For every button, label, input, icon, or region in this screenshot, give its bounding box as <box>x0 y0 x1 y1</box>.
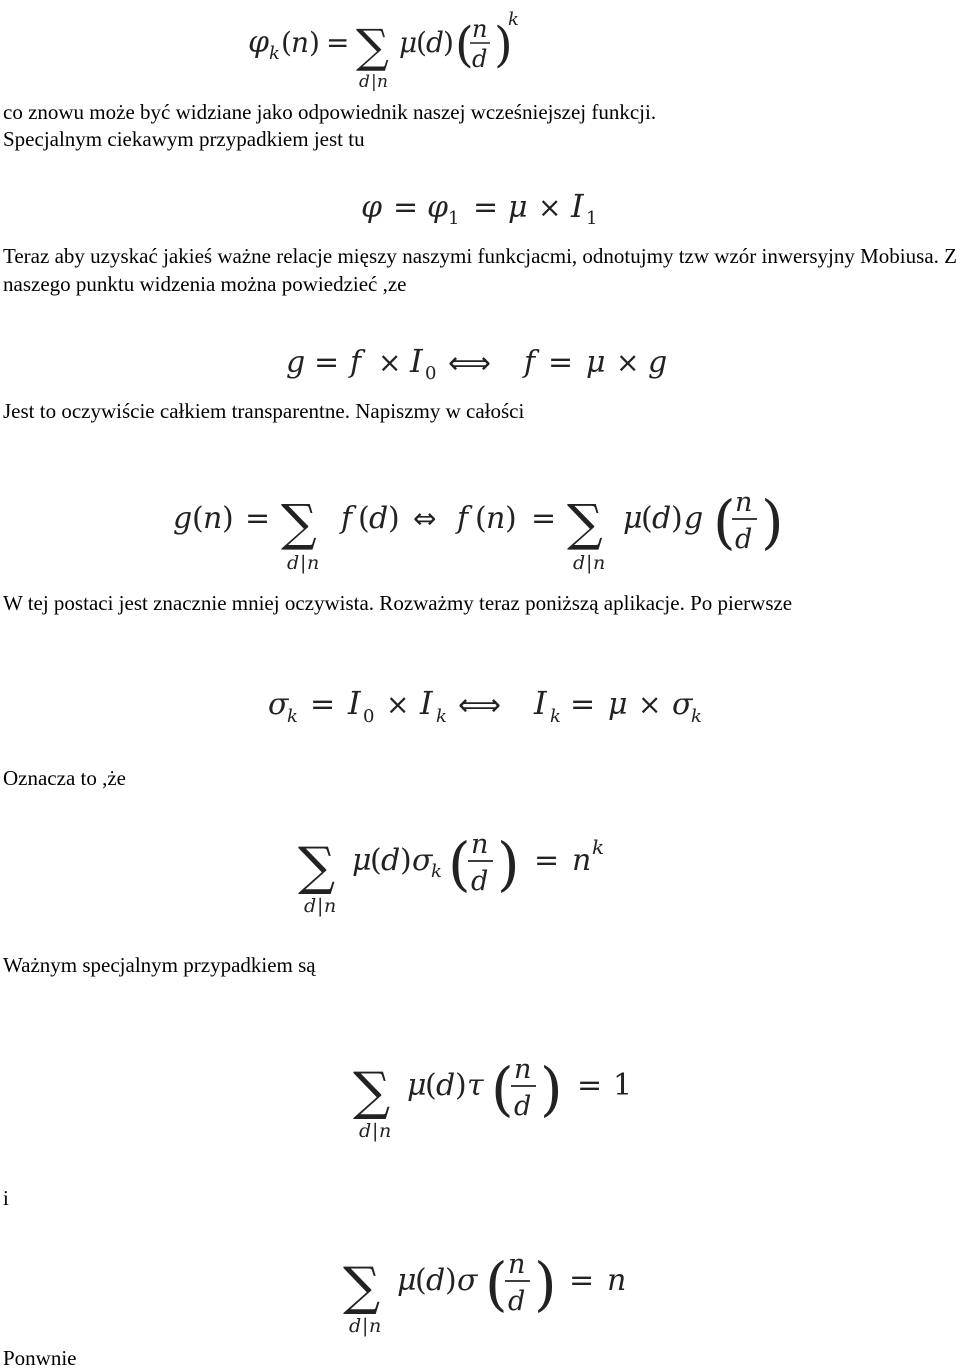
formula-text: 0 <box>363 706 375 727</box>
formula-text: k <box>592 835 605 859</box>
formula-text: ) <box>505 501 517 536</box>
formula-text: d <box>426 1263 446 1298</box>
formula-text: d <box>471 866 489 897</box>
formula-text: | <box>317 895 324 917</box>
formula-text: d <box>359 72 370 92</box>
formula-text: × <box>386 688 410 721</box>
formula-text: ) <box>497 830 520 898</box>
iff-arrow: ⟺ <box>448 346 492 381</box>
iff-arrow: ⇔ <box>413 502 437 535</box>
formula-text: d <box>349 1315 362 1337</box>
formula-text: I <box>348 684 361 722</box>
formula-text: × <box>638 688 662 721</box>
formula-text: d <box>304 895 317 917</box>
iff-arrow: ⟺ <box>458 688 502 723</box>
formula-sigma-k <box>262 682 717 730</box>
formula-text: k <box>691 706 702 727</box>
formula-text: ) <box>494 17 513 73</box>
formula-text: d <box>735 524 753 555</box>
formula-text: d <box>359 1120 372 1142</box>
formula-text: n <box>572 843 592 878</box>
formula-sum-sigma <box>335 1240 645 1340</box>
paragraph-3: Teraz aby uzyskać jakieś ważne relacje mięszy naszymi funkcjacmi, odnotujmy tzw wzór inwersyjny Mobiusa. Z naszego punktu widzenia można powiedzieć ,ze <box>3 244 957 296</box>
formula-text: I <box>534 684 547 722</box>
formula-text: k <box>508 9 519 30</box>
formula-text: | <box>371 72 377 92</box>
sigma-symbol: ∑ <box>343 1257 381 1317</box>
formula-text: ( <box>416 26 427 59</box>
formula-text: μ <box>352 843 372 878</box>
formula-text: = <box>534 843 560 878</box>
formula-text: ( <box>448 830 471 898</box>
formula-text: d <box>514 1091 532 1122</box>
paragraph-9: Ponwnie <box>3 1346 77 1370</box>
formula-text: μ <box>608 687 628 722</box>
formula-text: f <box>350 345 362 380</box>
formula-text: g <box>684 501 704 536</box>
formula-text: d <box>287 552 300 574</box>
formula-text: = <box>326 26 350 59</box>
formula-text: d <box>508 1286 526 1317</box>
formula-text: ( <box>641 501 653 536</box>
formula-text: f <box>524 345 536 380</box>
formula-mobius-inversion <box>280 340 680 385</box>
formula-text: n <box>607 1263 627 1298</box>
formula-text: g <box>173 501 193 536</box>
formula-text: × <box>616 346 640 379</box>
sigma-symbol: ∑ <box>567 494 603 552</box>
formula-phi-k <box>240 5 540 95</box>
formula-text: φ <box>427 190 449 225</box>
paragraph-6: Oznacza to ,że <box>3 766 126 790</box>
formula-text: 1 <box>613 1068 633 1103</box>
formula-text: ) <box>540 1055 563 1123</box>
formula-text: μ <box>586 345 606 380</box>
formula-mobius-full <box>165 478 795 578</box>
formula-text: ) <box>534 1250 557 1318</box>
formula-text: ( <box>415 1263 427 1298</box>
formula-text: ( <box>491 1055 514 1123</box>
formula-sum-sigma-k <box>290 820 620 920</box>
formula-text: d <box>369 501 389 536</box>
formula-text: μ <box>397 1263 417 1298</box>
formula-text: d <box>381 843 401 878</box>
formula-text: ( <box>358 501 370 536</box>
formula-text: = <box>245 501 271 536</box>
formula-text: n <box>369 1315 382 1337</box>
formula-text: g <box>648 345 668 380</box>
formula-text: ) <box>400 843 412 878</box>
formula-text: σ <box>457 1263 478 1298</box>
formula-text: f <box>457 501 469 536</box>
formula-text: ) <box>388 501 400 536</box>
sigma-symbol: ∑ <box>298 837 336 897</box>
formula-phi-identity <box>355 185 620 230</box>
formula-text: n <box>471 829 489 860</box>
formula-text: n <box>291 26 310 59</box>
formula-text: ) <box>222 501 234 536</box>
formula-text: φ <box>248 25 270 60</box>
formula-sum-tau <box>345 1045 645 1145</box>
formula-text: n <box>377 72 388 92</box>
formula-text: ( <box>425 1068 437 1103</box>
formula-text: g <box>286 345 306 380</box>
formula-text: ) <box>761 488 784 556</box>
formula-text: n <box>593 552 606 574</box>
paragraph-8: i <box>3 1186 9 1210</box>
paragraph-4: Jest to oczywiście całkiem transparentne. Napiszmy w całości <box>3 399 525 423</box>
formula-text: ( <box>192 501 204 536</box>
formula-text: d <box>426 26 444 59</box>
formula-text: | <box>586 552 593 574</box>
formula-text: ) <box>443 26 454 59</box>
formula-text: d <box>436 1068 456 1103</box>
formula-text: k <box>436 706 447 727</box>
formula-text: × <box>538 191 562 224</box>
formula-text: 0 <box>425 363 437 384</box>
formula-text: 1 <box>448 208 460 229</box>
formula-text: = <box>570 687 596 722</box>
formula-text: 1 <box>586 208 598 229</box>
formula-text: I <box>571 187 584 225</box>
formula-text: ( <box>455 17 474 73</box>
formula-text: n <box>203 501 223 536</box>
formula-text: | <box>372 1120 379 1142</box>
formula-text: σ <box>672 687 693 722</box>
sigma-symbol: ∑ <box>356 19 389 73</box>
paragraph-7: Ważnym specjalnym przypadkiem są <box>3 953 316 977</box>
formula-text: φ <box>361 190 383 225</box>
formula-text: k <box>287 706 298 727</box>
formula-text: = <box>577 1068 603 1103</box>
formula-text: ) <box>455 1068 467 1103</box>
formula-text: μ <box>407 1068 427 1103</box>
sigma-symbol: ∑ <box>281 494 317 552</box>
paragraph-1: co znowu może być widziane jako odpowiednik naszej wcześniejszej funkcji. <box>3 100 657 124</box>
formula-text: | <box>362 1315 369 1337</box>
formula-text: n <box>324 895 337 917</box>
formula-text: ( <box>485 1250 508 1318</box>
formula-text: f <box>341 501 353 536</box>
formula-text: ( <box>713 488 736 556</box>
formula-text: n <box>508 1249 526 1280</box>
formula-text: d <box>472 45 488 73</box>
formula-text: τ <box>467 1068 484 1103</box>
formula-text: k <box>550 706 561 727</box>
formula-text: d <box>652 501 672 536</box>
formula-text: ) <box>309 26 320 59</box>
formula-text: = <box>548 345 574 380</box>
formula-text: k <box>431 861 442 882</box>
formula-text: σ <box>412 843 433 878</box>
formula-text: I <box>410 342 423 380</box>
formula-text: σ <box>268 687 289 722</box>
formula-text: n <box>472 15 488 43</box>
formula-text: k <box>269 43 280 64</box>
formula-text: = <box>569 1263 595 1298</box>
formula-text: I <box>420 684 433 722</box>
formula-text: d <box>573 552 586 574</box>
formula-text: = <box>314 345 340 380</box>
paragraph-5: W tej postaci jest znacznie mniej oczywista. Rozważmy teraz poniższą aplikacje. Po pierwsze <box>3 591 793 615</box>
formula-text: | <box>300 552 307 574</box>
formula-text: ( <box>281 26 292 59</box>
formula-text: n <box>514 1054 532 1085</box>
formula-text: = <box>473 190 499 225</box>
formula-text: × <box>378 346 402 379</box>
formula-text: ) <box>445 1263 457 1298</box>
paragraph-2: Specjalnym ciekawym przypadkiem jest tu <box>3 127 365 151</box>
formula-text: ( <box>370 843 382 878</box>
formula-text: = <box>393 190 419 225</box>
formula-text: μ <box>508 190 528 225</box>
formula-text: n <box>486 501 506 536</box>
formula-text: μ <box>399 26 418 59</box>
formula-text: = <box>531 501 557 536</box>
formula-text: = <box>310 687 336 722</box>
formula-text: n <box>379 1120 392 1142</box>
formula-text: ( <box>475 501 487 536</box>
formula-text: ) <box>671 501 683 536</box>
formula-text: n <box>735 487 753 518</box>
formula-text: μ <box>623 501 643 536</box>
formula-text: n <box>307 552 320 574</box>
sigma-symbol: ∑ <box>353 1062 391 1122</box>
